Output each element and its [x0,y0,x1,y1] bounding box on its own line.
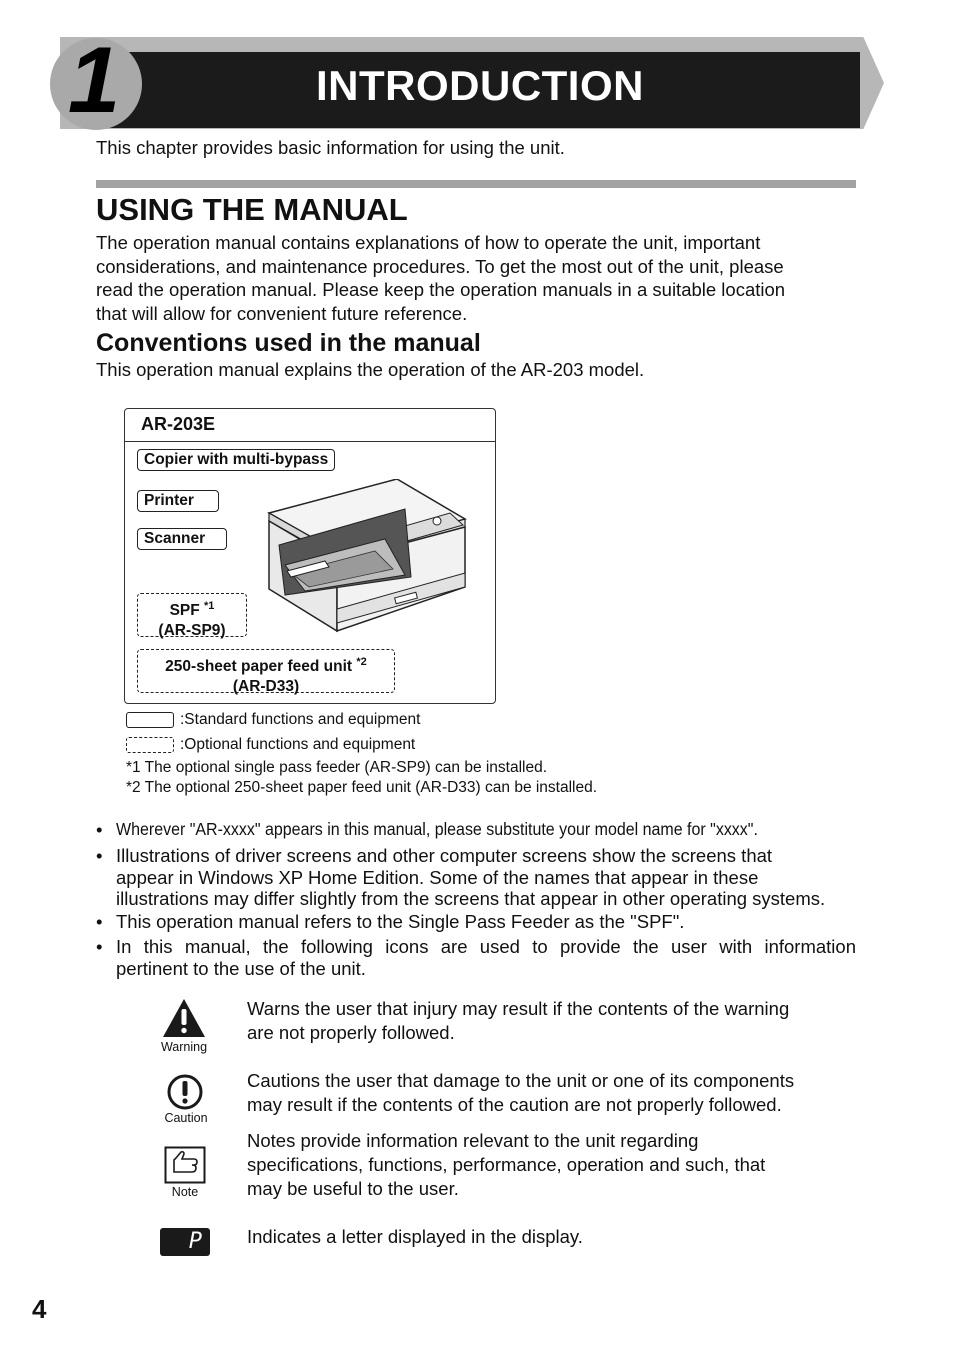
bullet-text: Wherever "AR-xxxx" appears in this manual, please substitute your model name for "xxxx". [116,819,758,839]
legend-standard-box [126,712,174,728]
warning-description [247,997,857,1045]
chapter-number: 1 [67,27,121,132]
footnote-2: *2 The optional 250-sheet paper feed unit (AR-D33) can be installed. [126,779,598,796]
note-description [247,1129,857,1201]
spf-model: (AR-SP9) [158,622,226,640]
warning-icon [161,997,207,1039]
copier-illustration [265,479,470,639]
model-diagram [124,408,496,704]
bullet-text: This operation manual refers to the Single Pass Feeder as the "SPF". [116,911,685,932]
description-line: Cautions the user that damage to the unit or one of its components [247,1070,795,1091]
subsection-paragraph: This operation manual explains the operation of the AR-203 model. [96,359,645,380]
bullet-line: pertinent to the use of the unit. [116,957,366,979]
display-letter: P [188,1229,202,1254]
caution-caption: Caution [164,1111,208,1125]
paragraph-line: that will allow for convenient future reference. [96,303,468,325]
note-caption: Note [171,1185,199,1199]
bullet-line: In this manual, the following icons are used to provide the user with information [116,936,856,957]
display-description: Indicates a letter displayed in the display. [247,1226,583,1247]
legend-standard: :Standard functions and equipment [180,711,421,728]
bullet-line: appear in Windows XP Home Edition. Some of the names that appear in these [116,866,759,888]
paragraph-line: considerations, and maintenance procedures. To get the most out of the unit, please [96,255,784,277]
paragraph-line: read the operation manual. Please keep the operation manuals in a suitable location [96,279,786,301]
description-line: Warns the user that injury may result if the contents of the warning [247,998,790,1019]
scanner-tag: Scanner [137,528,227,550]
chapter-intro: This chapter provides basic information for using the unit. [96,137,565,158]
model-diagram-header [125,409,495,442]
bullet-line: illustrations may differ slightly from the screens that appear in other operating systems. [116,888,826,909]
chapter-title: INTRODUCTION [316,62,644,109]
page-number: 4 [32,1294,47,1324]
section-rule [96,180,856,188]
paper-feed-model: (AR-D33) [232,678,300,696]
bullet-text [116,936,856,979]
printer-tag: Printer [137,490,219,512]
footnote-1: *1 The optional single pass feeder (AR-SP9) can be installed. [126,759,548,776]
description-line: may be useful to the user. [247,1178,459,1199]
bullet-text [116,845,856,910]
spf-note-mark: *1 [204,600,215,612]
legend-optional-box [126,737,174,753]
bullet-dot: • [96,845,103,866]
description-line: may result if the contents of the caution are not properly followed. [247,1094,782,1115]
description-line: Notes provide information relevant to the unit regarding [247,1130,699,1151]
caution-icon [166,1073,204,1111]
paper-feed-tag [137,649,395,696]
spf-label: SPF [169,602,200,620]
warning-caption: Warning [160,1040,208,1054]
spf-tag [137,593,247,640]
description-line: specifications, functions, performance, operation and such, that [247,1154,766,1175]
paragraph-line: The operation manual contains explanations of how to operate the unit, important [96,232,761,253]
bullet-dot: • [96,936,103,957]
subsection-title: Conventions used in the manual [96,329,481,357]
bullet-dot: • [96,819,103,840]
caution-description [247,1069,857,1117]
paper-feed-note-mark: *2 [356,656,367,668]
display-icon [160,1228,210,1256]
bullet-line: Illustrations of driver screens and other computer screens show the screens that [116,845,773,866]
section-paragraph [96,231,858,326]
model-name: AR-203E [141,414,216,434]
note-icon [164,1146,206,1184]
paper-feed-label: 250-sheet paper feed unit [165,658,353,676]
section-title: USING THE MANUAL [96,192,408,227]
description-line: are not properly followed. [247,1022,455,1043]
bullet-dot: • [96,911,103,932]
copier-tag: Copier with multi-bypass [137,449,335,471]
legend-optional: :Optional functions and equipment [180,736,416,753]
